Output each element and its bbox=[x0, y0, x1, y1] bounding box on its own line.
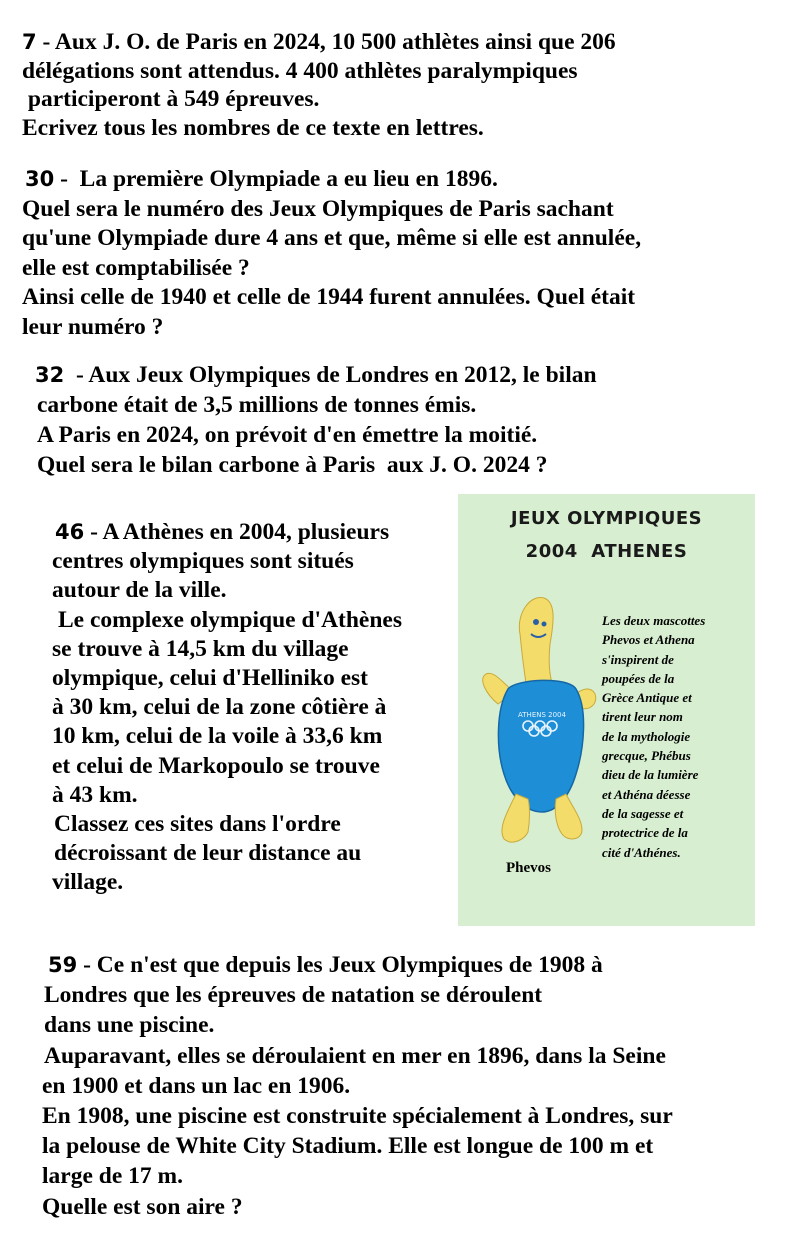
caption-line: et Athéna déesse bbox=[602, 786, 691, 802]
problem-number: 46 bbox=[55, 520, 85, 544]
mascot-name-label: Phevos bbox=[506, 860, 551, 876]
problem-line: A Paris en 2024, on prévoit d'en émettre la moitié. bbox=[37, 422, 538, 448]
caption-line: s'inspirent de bbox=[602, 651, 674, 667]
problem-line: large de 17 m. bbox=[42, 1163, 183, 1190]
problem-line: 59 - Ce n'est que depuis les Jeux Olympiques de 1908 à bbox=[48, 952, 603, 978]
problem-line: 46 - A Athènes en 2004, plusieurs bbox=[55, 519, 390, 545]
problem-line: village. bbox=[52, 869, 124, 896]
problem-line: 7 - Aux J. O. de Paris en 2024, 10 500 athlètes ainsi que 206 bbox=[22, 29, 616, 55]
problem-line: Auparavant, elles se déroulaient en mer en 1896, dans la Seine bbox=[44, 1042, 666, 1069]
problem-30 bbox=[22, 165, 641, 342]
problem-7 bbox=[22, 28, 616, 142]
problem-line: Quel sera le bilan carbone à Paris aux J. O. 2024 ? bbox=[37, 452, 548, 478]
caption-line: protectrice de la bbox=[602, 825, 688, 841]
problem-number: 30 bbox=[25, 167, 55, 191]
problem-line: en 1900 et dans un lac en 1906. bbox=[42, 1072, 351, 1099]
problem-line: participeront à 549 épreuves. bbox=[22, 86, 320, 112]
caption-line: dieu de la lumière bbox=[602, 767, 699, 783]
problem-line: se trouve à 14,5 km du village bbox=[52, 635, 349, 662]
problem-line: 10 km, celui de la voile à 33,6 km bbox=[52, 723, 383, 750]
problem-line: dans une piscine. bbox=[44, 1012, 215, 1039]
problem-line: et celui de Markopoulo se trouve bbox=[52, 752, 380, 779]
problem-line: Ecrivez tous les nombres de ce texte en lettres. bbox=[22, 114, 484, 141]
problem-number: 7 bbox=[22, 30, 37, 54]
problem-line: à 43 km. bbox=[52, 781, 138, 808]
problem-line: Londres que les épreuves de natation se déroulent bbox=[44, 982, 543, 1009]
problem-59 bbox=[42, 950, 673, 1222]
caption-line: Grèce Antique et bbox=[602, 690, 692, 706]
problem-line: Quel sera le numéro des Jeux Olympiques de Paris sachant bbox=[22, 195, 614, 222]
problem-32 bbox=[35, 360, 597, 480]
problem-line: 32 - Aux Jeux Olympiques de Londres en 2012, le bilan bbox=[35, 362, 597, 388]
problem-line: olympique, celui d'Helliniko est bbox=[52, 665, 368, 692]
problem-line: décroissant de leur distance au bbox=[54, 840, 362, 867]
caption-line: de la mythologie bbox=[602, 728, 691, 744]
problem-line: 30 - La première Olympiade a eu lieu en 1896. bbox=[25, 166, 498, 192]
caption-line: de la sagesse et bbox=[602, 805, 684, 821]
problem-46 bbox=[52, 518, 402, 898]
poster-title-line-1: JEUX OLYMPIQUES bbox=[510, 508, 703, 529]
problem-line: Quelle est son aire ? bbox=[42, 1193, 243, 1220]
problem-line: Classez ces sites dans l'ordre bbox=[54, 811, 341, 838]
problem-line: leur numéro ? bbox=[22, 313, 164, 340]
athens-2004-poster bbox=[458, 494, 755, 926]
problem-line: la pelouse de White City Stadium. Elle est longue de 100 m et bbox=[42, 1133, 654, 1160]
caption-line: cité d'Athénes. bbox=[602, 844, 681, 860]
caption-line: poupées de la bbox=[602, 670, 675, 686]
problem-line: délégations sont attendus. 4 400 athlètes paralympiques bbox=[22, 57, 578, 84]
problem-line: carbone était de 3,5 millions de tonnes émis. bbox=[37, 392, 477, 418]
poster-title-line-2: 2004 ATHENES bbox=[525, 541, 688, 562]
problem-line: autour de la ville. bbox=[52, 577, 227, 604]
caption-line: Les deux mascottes bbox=[602, 613, 706, 628]
problem-line: En 1908, une piscine est construite spécialement à Londres, sur bbox=[42, 1103, 673, 1130]
problem-number: 32 bbox=[35, 363, 65, 387]
mascot-caption bbox=[602, 611, 752, 862]
caption-line: grecque, Phébus bbox=[602, 748, 691, 764]
problem-line: Le complexe olympique d'Athènes bbox=[58, 606, 403, 633]
problem-number: 59 bbox=[48, 953, 78, 977]
problem-line: qu'une Olympiade dure 4 ans et que, même si elle est annulée, bbox=[22, 225, 642, 251]
caption-line: Phevos et Athena bbox=[602, 632, 695, 648]
shirt-text: ATHENS 2004 bbox=[518, 711, 566, 719]
problem-line: Ainsi celle de 1940 et celle de 1944 furent annulées. Quel était bbox=[22, 284, 636, 310]
problem-line: centres olympiques sont situés bbox=[52, 548, 354, 575]
problem-line: à 30 km, celui de la zone côtière à bbox=[52, 694, 387, 721]
caption-line: tirent leur nom bbox=[602, 709, 683, 725]
problem-line: elle est comptabilisée ? bbox=[22, 254, 250, 281]
